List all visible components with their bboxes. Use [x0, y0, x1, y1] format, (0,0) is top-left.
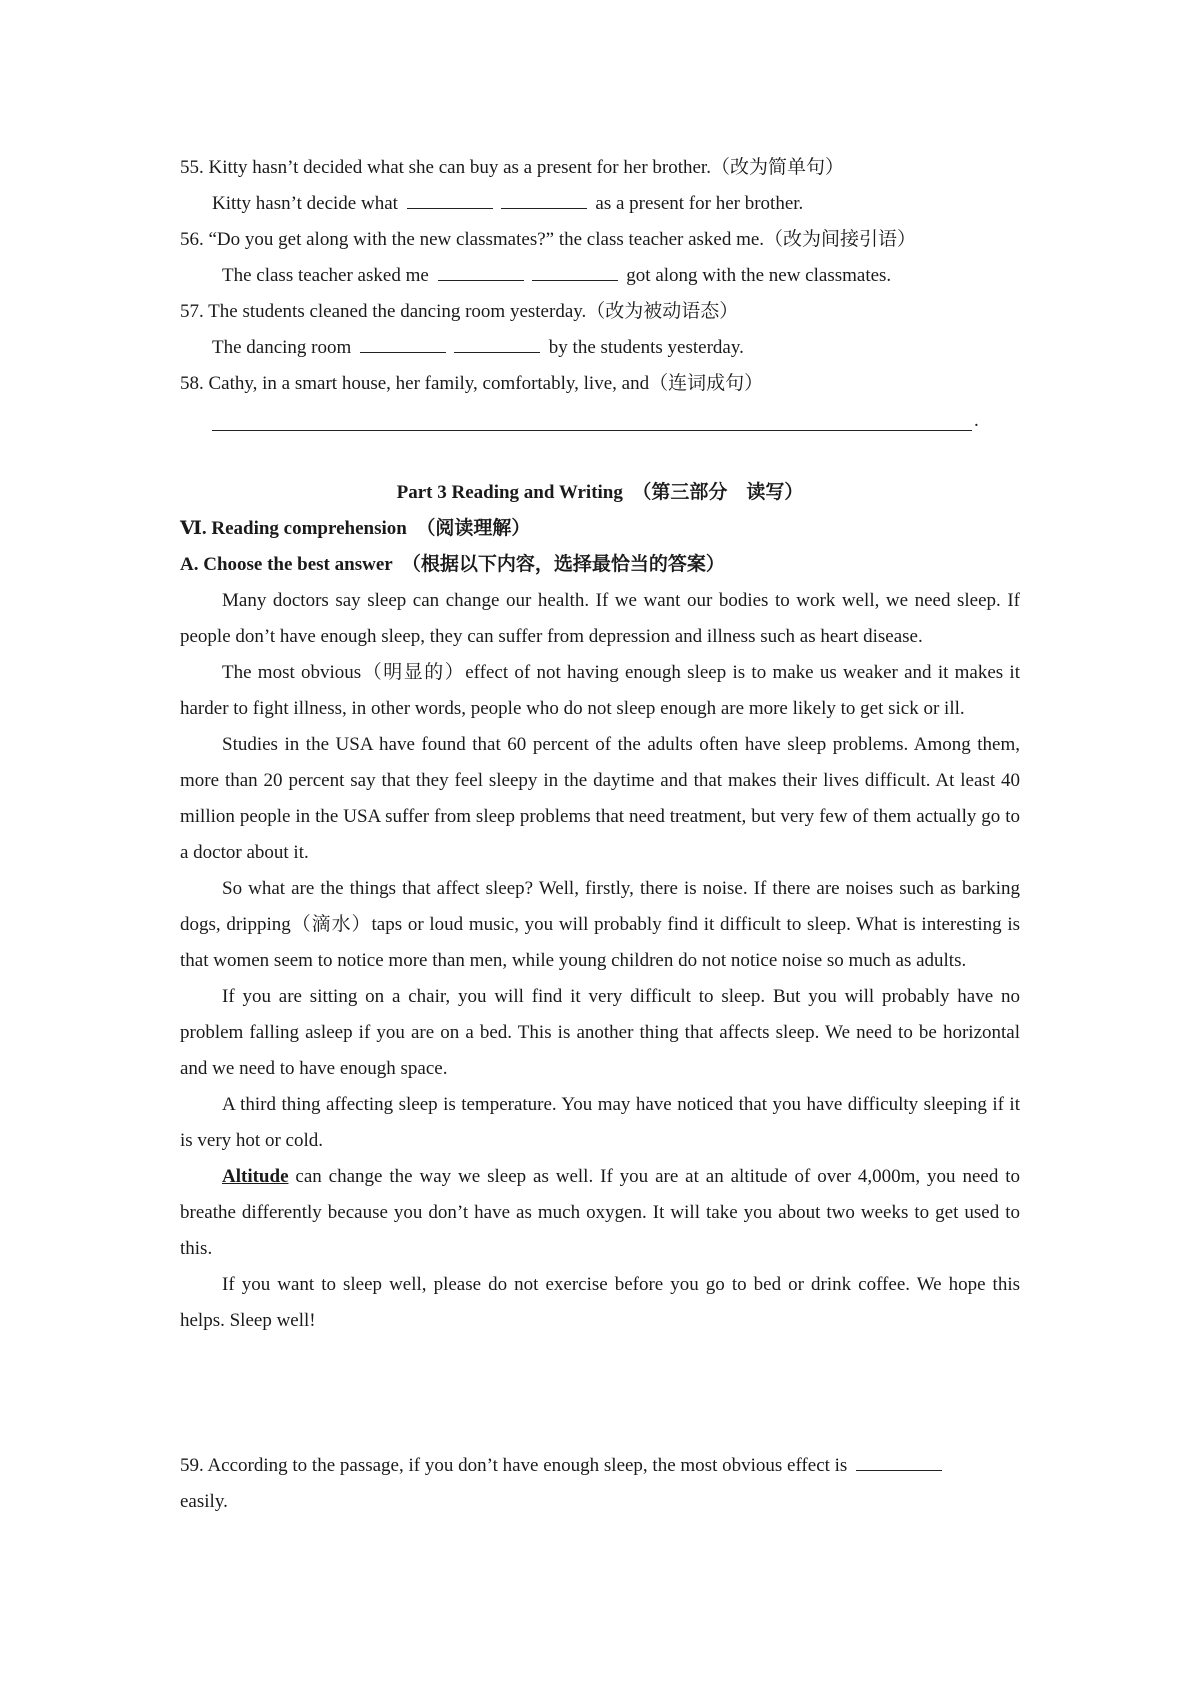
answer-blank[interactable]: [438, 262, 524, 281]
answer-blank[interactable]: [532, 262, 618, 281]
answer-blank[interactable]: [856, 1452, 942, 1471]
passage-paragraph: Many doctors say sleep can change our health. If we want our bodies to work well, we need sleep. If people don’t have enough sleep, they can suffer from depression and illness such as heart disease.: [180, 590, 1020, 647]
question-59: 59. According to the passage, if you don’t have enough sleep, the most obvious effect is easily.: [180, 1448, 1020, 1520]
answer-blank[interactable]: [407, 190, 493, 209]
passage-paragraph: Altitude can change the way we sleep as well. If you are at an altitude of over 4,000m, you need to breathe differently because you don’t have as much oxygen. It will take you about two weeks to get used to this.: [180, 1166, 1020, 1259]
answer-long-blank[interactable]: [212, 430, 972, 431]
answer-blank[interactable]: [454, 334, 540, 353]
answer-blank[interactable]: [501, 190, 587, 209]
question-57-answer-line: The dancing room by the students yesterday.: [212, 330, 1052, 366]
passage-paragraph: If you want to sleep well, please do not exercise before you go to bed or drink coffee. We hope this helps. Sleep well!: [180, 1274, 1020, 1331]
part-title: Part 3 Reading and Writing （第三部分 读写）: [396, 482, 804, 503]
keyword-altitude: Altitude: [222, 1166, 289, 1187]
question-55: 55. Kitty hasn’t decided what she can buy as a present for her brother.（改为简单句）: [180, 157, 844, 178]
answer-end-mark: .: [974, 410, 979, 431]
answer-blank[interactable]: [360, 334, 446, 353]
passage-paragraph: A third thing affecting sleep is temperature. You may have noticed that you have difficulty sleeping if it is very hot or cold.: [180, 1094, 1020, 1151]
question-55-answer-line: Kitty hasn’t decide what as a present for her brother.: [212, 186, 1052, 222]
passage-paragraph: Studies in the USA have found that 60 percent of the adults often have sleep problems. Among them, more than 20 percent say that they feel sleepy in the daytime and that makes their lives difficult. At least 40 million people in the USA suffer from sleep problems that need treatment, but very few of them actually go to a doctor about it.: [180, 734, 1020, 863]
question-57: 57. The students cleaned the dancing room yesterday.（改为被动语态）: [180, 301, 739, 322]
question-56-answer-line: The class teacher asked me got along with the new classmates.: [222, 258, 1062, 294]
section-heading: Ⅵ. Reading comprehension （阅读理解）: [180, 518, 531, 539]
passage-paragraph: So what are the things that affect sleep? Well, firstly, there is noise. If there are noises such as barking dogs, dripping（滴水）taps or loud music, you will probably find it difficult to sleep. What is interesting is that women seem to notice more than men, while young children do not notice noise so much as adults.: [180, 878, 1020, 971]
passage-paragraph: If you are sitting on a chair, you will find it very difficult to sleep. But you will probably have no problem falling asleep if you are on a bed. This is another thing that affects sleep. We need to be horizontal and we need to have enough space.: [180, 986, 1020, 1079]
subsection-heading: A. Choose the best answer （根据以下内容，选择最恰当的答案）: [180, 554, 725, 575]
question-56: 56. “Do you get along with the new classmates?” the class teacher asked me.（改为间接引语）: [180, 229, 917, 250]
passage-paragraph: The most obvious（明显的）effect of not having enough sleep is to make us weaker and it makes it harder to fight illness, in other words, people who do not sleep enough are more likely to get sick or ill.: [180, 662, 1020, 719]
question-58: 58. Cathy, in a smart house, her family, comfortably, live, and（连词成句）: [180, 373, 764, 394]
reading-passage: [180, 583, 1020, 1339]
